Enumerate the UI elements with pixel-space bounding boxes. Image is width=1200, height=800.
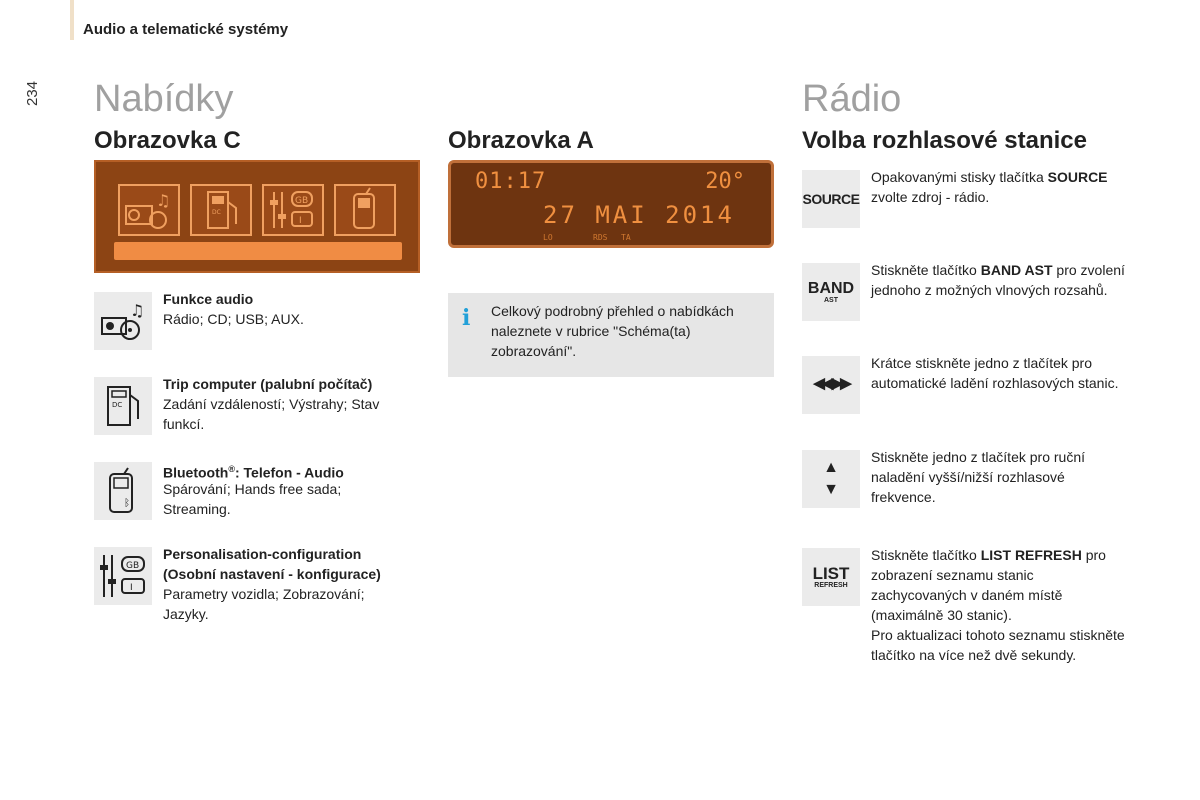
settings-icon xyxy=(94,547,152,605)
screen-c-selection-bar xyxy=(114,242,402,260)
step-seek-text: Krátce stiskněte jedno z tlačítek pro automatické ladění rozhlasových stanic. xyxy=(871,355,1119,391)
step-list-pre: Stiskněte tlačítko xyxy=(871,547,981,563)
settings-icon xyxy=(262,184,324,236)
svg-text:DC: DC xyxy=(212,209,221,216)
audio-icon xyxy=(94,292,152,350)
seek-buttons-label: ◀◀ ▶▶ xyxy=(813,375,849,392)
step-band-bold: BAND AST xyxy=(980,262,1053,278)
radio-subtitle: Volba rozhlasové stanice xyxy=(802,127,1087,154)
phone-icon xyxy=(334,184,396,236)
source-button-label: SOURCE xyxy=(802,191,860,207)
down-arrow-icon: ▼ xyxy=(823,481,839,498)
feature-text-personalisation: Parametry vozidla; Zobrazování; Jazyky. xyxy=(163,586,365,622)
seek-buttons xyxy=(802,356,860,414)
step-band-post: pro zvolení jednoho z možných vlnových rozsahů. xyxy=(871,262,1125,298)
indicator-rds: RDS xyxy=(593,233,608,242)
section-header: Audio a telematické systémy xyxy=(83,21,289,38)
bluetooth-title-rest: : Telefon - Audio xyxy=(234,464,344,481)
radio-title: Rádio xyxy=(802,78,902,120)
screen-c-display xyxy=(94,160,420,273)
band-button-sublabel: AST xyxy=(824,297,838,304)
step-list-extra: Pro aktualizaci tohoto seznamu stiskněte tlačítko na více než dvě sekundy. xyxy=(871,627,1125,663)
svg-text:I: I xyxy=(130,583,133,593)
info-text: Celkový podrobný přehled o nabídkách naleznete v rubrice "Schéma(ta) zobrazování". xyxy=(491,303,734,359)
step-source-text xyxy=(871,167,1126,207)
header-accent-bar xyxy=(70,0,74,40)
step-band-pre: Stiskněte tlačítko xyxy=(871,262,981,278)
audio-icon xyxy=(118,184,180,236)
band-button-label: BAND xyxy=(807,280,855,297)
phone-icon xyxy=(94,462,152,520)
up-arrow-icon: ▲ xyxy=(823,459,839,476)
registered-mark: ® xyxy=(228,464,235,474)
date-readout: 27 MAI 2014 xyxy=(543,201,735,229)
clock-readout: 01:17 xyxy=(475,169,547,194)
step-list-post: pro zobrazení seznamu stanic zachycovaných v daném místě (maximálně 30 stanic). xyxy=(871,547,1106,623)
screen-a-title: Obrazovka A xyxy=(448,127,594,154)
list-refresh-button xyxy=(802,548,860,606)
screen-a-display xyxy=(448,160,774,248)
bluetooth-title-main: Bluetooth xyxy=(163,464,229,481)
feature-title-personalisation: Personalisation-configuration (Osobní nastavení - konfigurace) xyxy=(163,546,381,582)
step-source-post: zvolte zdroj - rádio. xyxy=(871,189,990,205)
trip-computer-icon xyxy=(94,377,152,435)
temperature-readout: 20° xyxy=(705,169,745,194)
svg-text:♫: ♫ xyxy=(130,301,145,320)
svg-text:DC: DC xyxy=(112,401,123,409)
step-list-bold: LIST REFRESH xyxy=(980,547,1082,563)
svg-text:ᛒ: ᛒ xyxy=(124,498,130,509)
list-button-label: LIST xyxy=(812,564,850,583)
screen-c-title: Obrazovka C xyxy=(94,127,241,154)
step-band-text xyxy=(871,260,1126,300)
step-list-text xyxy=(871,545,1126,665)
svg-text:♫: ♫ xyxy=(156,191,171,210)
feature-text-trip: Zadání vzdáleností; Výstrahy; Stav funkcí. xyxy=(163,396,380,432)
step-source-bold: SOURCE xyxy=(1047,169,1108,185)
indicator-ta: TA xyxy=(621,233,631,242)
info-box xyxy=(448,293,774,377)
step-tune-text: Stiskněte jedno z tlačítek pro ruční naladění vyšší/nižší rozhlasové frekvence. xyxy=(871,449,1085,505)
list-button-sublabel: REFRESH xyxy=(814,582,848,589)
trip-computer-icon xyxy=(190,184,252,236)
feature-title-trip: Trip computer (palubní počítač) xyxy=(163,376,373,392)
svg-text:GB: GB xyxy=(295,196,309,206)
info-icon: i xyxy=(462,305,471,331)
source-button xyxy=(802,170,860,228)
svg-text:I: I xyxy=(299,216,302,226)
feature-text-bluetooth: Spárování; Hands free sada; Streaming. xyxy=(163,481,342,517)
feature-text-audio: Rádio; CD; USB; AUX. xyxy=(163,311,304,327)
band-ast-button xyxy=(802,263,860,321)
page-number: 234 xyxy=(24,80,41,106)
indicator-lo: LO xyxy=(543,233,553,242)
svg-text:GB: GB xyxy=(126,561,140,571)
menus-title: Nabídky xyxy=(94,78,234,120)
step-source-pre: Opakovanými stisky tlačítka xyxy=(871,169,1048,185)
tune-up-down-buttons xyxy=(802,450,860,508)
feature-title-audio: Funkce audio xyxy=(163,291,254,307)
